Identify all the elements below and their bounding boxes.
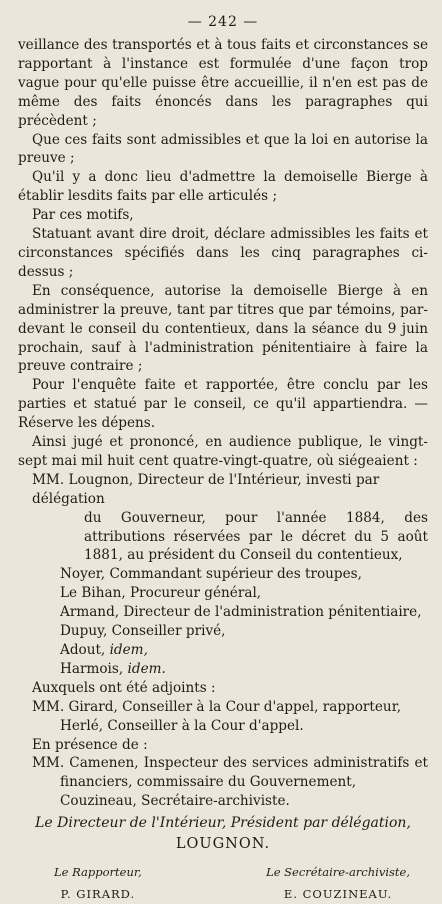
page-number: — 242 —	[187, 14, 259, 30]
secretaire-name: E. COUZINEAU.	[283, 886, 393, 901]
signature-name: LOUGNON.	[175, 836, 271, 853]
paragraph-8: Ainsi jugé et prononcé, en audience publique, le vingt-sept mai mil huit cent quatre-vingt-quatre, où siégeaient :	[18, 434, 428, 469]
member-idem: idem.	[127, 660, 166, 677]
member-lead-continued: du Gouverneur, pour l'année 1884, des attributions réservées par le décret du 5 août 1881, au président du Conseil du contentieux,	[84, 509, 428, 564]
rapporteur-role: Le Rapporteur,	[54, 864, 142, 879]
paragraph-4: Par ces motifs,	[32, 207, 134, 224]
adjoints-heading: Auxquels ont été adjoints :	[32, 679, 216, 696]
member-idem: idem,	[109, 642, 148, 658]
cosignatures	[18, 863, 428, 904]
document-body	[18, 36, 428, 904]
rapporteur-name: P. GIRARD.	[60, 886, 136, 901]
member-lead: MM. Lougnon, Directeur de l'Intérieur, investi par délégation	[32, 471, 380, 507]
members-list	[18, 471, 428, 679]
paragraph-6: En conséquence, autorise la demoiselle Bierge à en administrer la preuve, tant par titres que par témoins, par-devant le conseil du contentieux, dans la séance du 9 juin prochain, sauf à l'administration pénitentiaire à faire la preuve contraire ;	[18, 282, 428, 375]
rapporteur-signature	[54, 863, 142, 904]
secretaire-signature	[266, 863, 410, 904]
member-entry: Noyer, Commandant supérieur des troupes,	[60, 566, 362, 583]
member-entry: Dupuy, Conseiller privé,	[60, 623, 226, 640]
paragraph-7: Pour l'enquête faite et rapportée, être conclu par les parties et statué par le conseil, ce qu'il appartiendra. — Réserve les dépens.	[18, 377, 428, 432]
member-entry: Le Bihan, Procureur général,	[60, 585, 262, 602]
signature-title: Le Directeur de l'Intérieur, Président par délégation,	[35, 815, 411, 832]
member-entry: Armand, Directeur de l'administration pénitentiaire,	[60, 604, 422, 621]
paragraph-1: veillance des transportés et à tous faits et circonstances se rapportant à l'instance est formulée d'une façon trop vague pour qu'elle puisse être accueillie, il n'en est pas de même des faits énoncés dans les paragraphes qui précèdent ;	[18, 37, 428, 129]
presence-entry: MM. Camenen, Inspecteur des services administratifs et financiers, commissaire du Gouvernement,	[32, 755, 428, 791]
member-name: Adout,	[60, 642, 106, 658]
paragraph-3: Qu'il y a donc lieu d'admettre la demoiselle Bierge à établir lesdits faits par elle articulés ;	[18, 169, 428, 205]
member-entries	[18, 565, 428, 678]
adjoint-entry: Herlé, Conseiller à la Cour d'appel.	[60, 717, 304, 734]
member-name: Harmois,	[60, 660, 124, 677]
member-entry	[60, 660, 428, 679]
paragraph-5: Statuant avant dire droit, déclare admissibles les faits et circonstances spécifiés dans les cinq paragraphes ci-dessus ;	[18, 226, 428, 280]
paragraph-2: Que ces faits sont admissibles et que la loi en autorise la preuve ;	[18, 131, 428, 167]
secretaire-role: Le Secrétaire-archiviste,	[266, 864, 410, 879]
presence-heading: En présence de :	[32, 736, 148, 753]
member-entry	[60, 641, 428, 660]
presence-entry: Couzineau, Secrétaire-archiviste.	[60, 793, 290, 810]
adjoint-entry: MM. Girard, Conseiller à la Cour d'appel, rapporteur,	[32, 698, 402, 715]
